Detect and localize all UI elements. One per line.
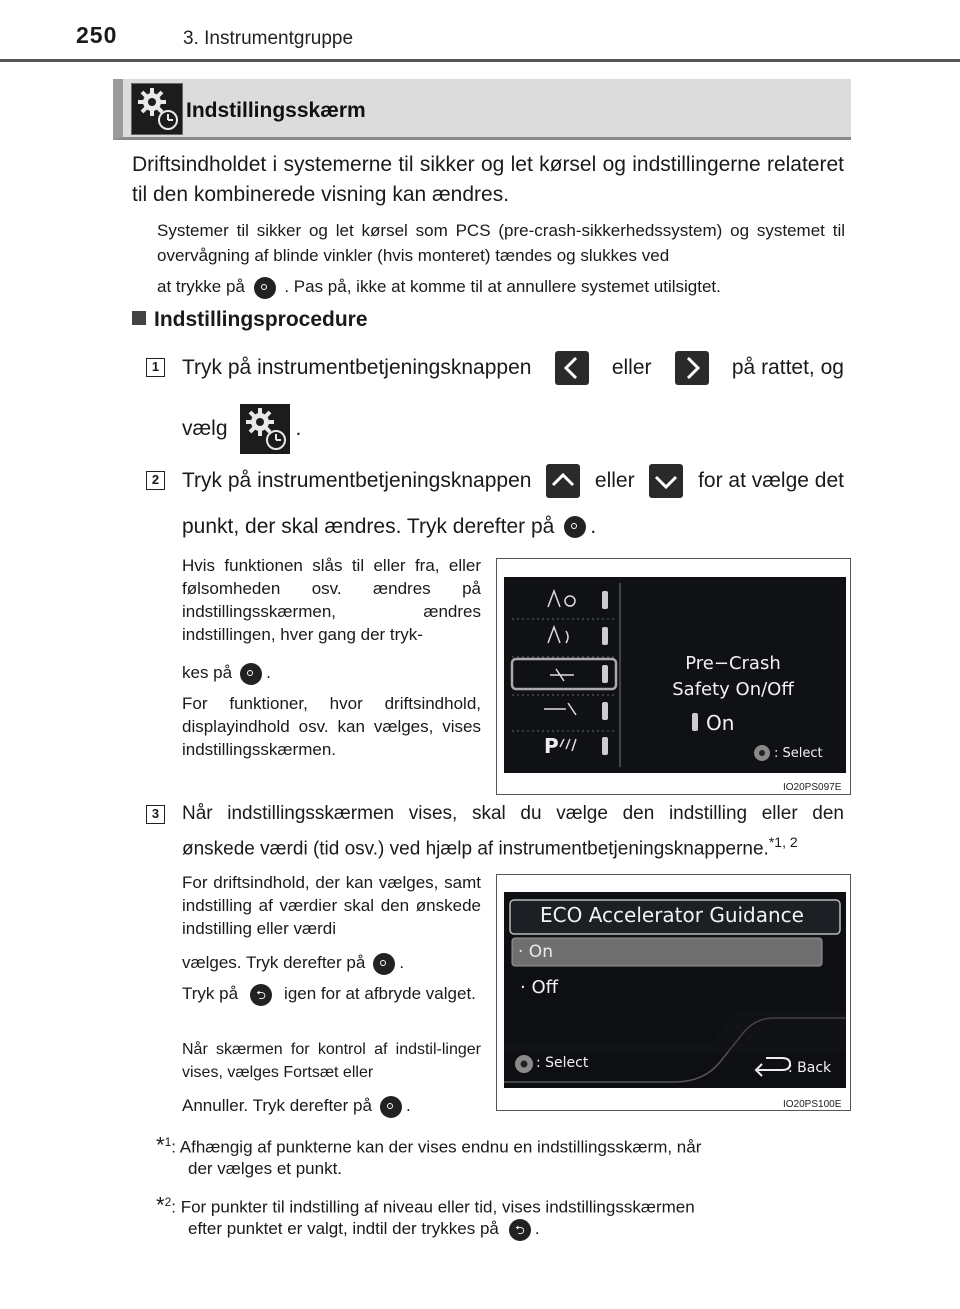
step-3-note-2b: igen for at afbryde valget. xyxy=(284,984,476,1003)
footnote-1-text-a: : Afhængig af punkterne kan der vises endnu en indstillingsskærm, når xyxy=(171,1137,702,1157)
figure-2-option-off: · Off xyxy=(520,977,559,998)
footnote-1-asterisk: * xyxy=(156,1132,165,1158)
step-3-note-3c: . xyxy=(405,1096,411,1115)
chevron-left-icon xyxy=(555,351,589,385)
step-2-text-e: . xyxy=(590,515,597,538)
step-2-line-2 xyxy=(182,512,596,542)
figure-2-back-hint: : Back xyxy=(788,1060,832,1076)
page-number: 250 xyxy=(76,22,118,48)
figure-2-title: ECO Accelerator Guidance xyxy=(540,903,804,927)
footnote-2-asterisk: * xyxy=(156,1192,165,1218)
footnote-2-text-a: : For punkter til indstilling af niveau eller tid, vises indstillingsskærmen xyxy=(171,1197,695,1217)
step-1-text-a: Tryk på instrumentbetjeningsknappen xyxy=(182,356,532,379)
ok-button-icon xyxy=(373,953,395,975)
intro-paragraph: Driftsindholdet i systemerne til sikker og let kørsel og indstillingerne relateret til den kombinerede visning kan ændres. xyxy=(132,153,844,206)
step-2-note-1c: . xyxy=(266,663,271,682)
figure-2-screen xyxy=(504,892,846,1088)
intro-note-text-a: at trykke på xyxy=(157,277,245,296)
chevron-right-icon xyxy=(675,351,709,385)
chevron-up-icon xyxy=(546,464,580,498)
ok-button-icon xyxy=(240,663,262,685)
step-3-text-b: ønskede værdi (tid osv.) ved hjælp af instrumentbetjeningsknapperne. xyxy=(182,838,769,860)
step-1-text-d: vælg xyxy=(182,417,228,440)
footnote-1-cont: der vælges et punkt. xyxy=(188,1159,343,1178)
step-3-line-1: Når indstillingsskærmen vises, skal du vælge den indstilling eller den xyxy=(182,803,844,824)
step-3-note-1-cont xyxy=(182,951,404,975)
step-3-number: 3 xyxy=(146,805,165,824)
intro-note-text-b: . Pas på, ikke at komme til at annullere systemet utilsigtet. xyxy=(284,277,721,296)
figure-1-screen xyxy=(504,577,846,773)
step-2-note-2: For funktioner, hvor driftsindhold, displayindhold osv. kan vælges, vises indstillingsskærmen. xyxy=(182,694,481,759)
figure-1-select-hint: : Select xyxy=(774,746,823,761)
figure-1-code: IO20PS097E xyxy=(783,782,842,793)
section-title: Indstillingsskærm xyxy=(186,99,366,122)
footnote-2-text-c: . xyxy=(534,1219,540,1238)
figure-1-title-line-1: Pre−Crash xyxy=(685,653,781,674)
figure-2-select-hint: : Select xyxy=(536,1055,589,1071)
step-1-text-c: på rattet, og xyxy=(731,356,844,379)
step-2-number: 2 xyxy=(146,471,165,490)
step-1-text-b: eller xyxy=(611,356,652,379)
footnote-1-number: 1 xyxy=(164,1135,172,1149)
back-button-icon: ⮌ xyxy=(250,984,272,1006)
step-2-text-d: punkt, der skal ændres. Tryk derefter på xyxy=(182,515,555,538)
step-2-text-c: for at vælge det xyxy=(698,469,844,492)
figure-2-option-on: · On xyxy=(518,942,553,962)
settings-gear-icon xyxy=(131,83,183,135)
settings-gear-icon xyxy=(240,404,290,454)
step-1-line-1 xyxy=(182,351,844,385)
svg-text:P: P xyxy=(544,734,559,758)
step-2-text-b: eller xyxy=(594,469,635,492)
footnote-2-cont xyxy=(188,1216,540,1241)
step-3-note-2a: Tryk på xyxy=(182,984,239,1003)
step-3-line-2 xyxy=(182,829,798,862)
step-3-note-3b: Annuller. Tryk derefter på xyxy=(182,1096,372,1115)
step-1-line-2 xyxy=(182,404,301,454)
step-3-note-2 xyxy=(182,982,481,1006)
intro-note-cont xyxy=(157,274,721,299)
step-2-line-1 xyxy=(182,464,844,498)
step-2-note-1b: kes på xyxy=(182,663,233,682)
header-divider xyxy=(0,59,960,62)
step-1-text-e: . xyxy=(295,417,302,440)
step-3-note-1: For driftsindhold, der kan vælges, samt indstilling af værdier skal den ønskede indstilling eller værdi xyxy=(182,873,481,938)
procedure-heading-text: Indstillingsprocedure xyxy=(154,308,368,331)
footnote-2-number: 2 xyxy=(164,1195,172,1209)
figure-1-title-line-2: Safety On/Off xyxy=(672,679,794,700)
footnote-2-text-b: efter punktet er valgt, indtil der trykkes på xyxy=(188,1219,499,1238)
figure-1-value: On xyxy=(706,711,735,735)
step-3-note-1c: . xyxy=(399,953,405,972)
chapter-title: 3. Instrumentgruppe xyxy=(183,28,354,49)
step-2-note-1: Hvis funktionen slås til eller fra, eller følsomheden osv. ændres på indstillingsskærmen, ændres indstillingen, hver gang der tryk- xyxy=(182,556,481,644)
procedure-heading xyxy=(132,308,368,332)
step-1-number: 1 xyxy=(146,358,165,377)
step-3-note-1b: vælges. Tryk derefter på xyxy=(182,953,366,972)
step-2-note-1-cont xyxy=(182,661,271,685)
chevron-down-icon xyxy=(649,464,683,498)
step-3-note-3-cont xyxy=(182,1094,411,1118)
figure-2-code: IO20PS100E xyxy=(783,1099,842,1110)
square-bullet-icon xyxy=(132,311,146,325)
ok-button-icon xyxy=(380,1096,402,1118)
intro-note: Systemer til sikker og let kørsel som PCS (pre-crash-sikkerhedssystem) og systemet til overvågning af blinde vinkler (hvis monteret) tændes og slukkes ved xyxy=(157,221,845,265)
step-3-footnote-ref: *1, 2 xyxy=(768,834,798,850)
step-2-text-a: Tryk på instrumentbetjeningsknappen xyxy=(182,469,532,492)
ok-button-icon xyxy=(564,516,586,538)
step-3-note-3: Når skærmen for kontrol af indstil-linger vises, vælges Fortsæt eller xyxy=(182,1041,481,1081)
back-button-icon: ⮌ xyxy=(509,1219,531,1241)
ok-button-icon xyxy=(254,277,276,299)
